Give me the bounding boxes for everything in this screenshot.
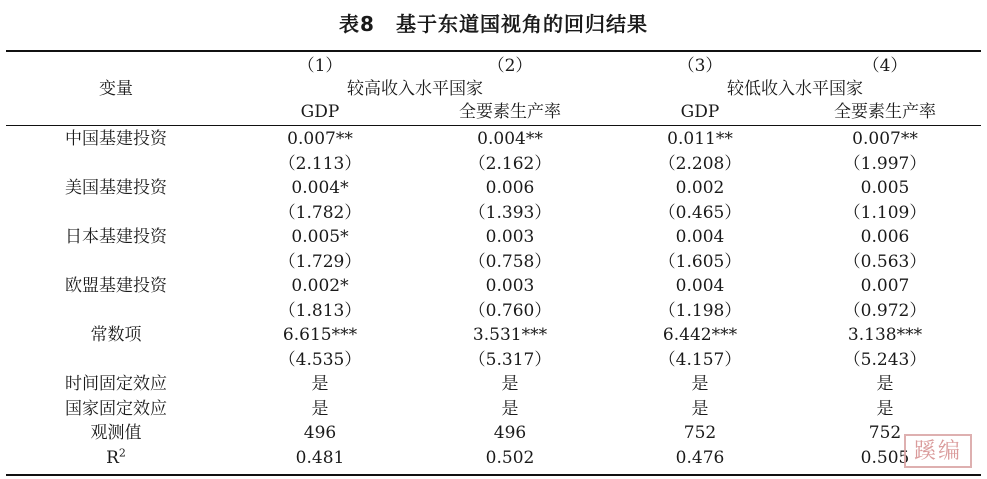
- tstat-cell: （1.782）: [278, 202, 362, 223]
- tstat-cell: （2.208）: [658, 153, 742, 174]
- coef-cell: 0.003: [485, 227, 535, 247]
- col-number-1: （1）: [297, 56, 343, 76]
- row-label: 国家固定效应: [65, 398, 167, 419]
- tstat-cell: （4.157）: [658, 349, 742, 370]
- value-cell: 是: [311, 398, 329, 419]
- header-col-numbers: [0, 54, 987, 78]
- coef-cell: 3.531***: [472, 325, 548, 345]
- footer-row: [0, 397, 987, 421]
- tstat-cell: （0.563）: [843, 251, 927, 272]
- table-row: [0, 323, 987, 347]
- r2-value-cell: 0.502: [485, 447, 535, 468]
- coef-cell: 0.007**: [287, 129, 353, 149]
- tstat-cell: （5.243）: [843, 349, 927, 370]
- header-groups: [0, 77, 987, 101]
- row-label: 时间固定效应: [65, 374, 167, 394]
- value-cell: 是: [501, 398, 519, 419]
- header-metrics: [0, 100, 987, 124]
- row-label: 欧盟基建投资: [65, 276, 167, 296]
- row-label: 美国基建投资: [65, 178, 167, 198]
- value-cell: 752: [683, 423, 717, 443]
- tstat-cell: （2.162）: [468, 153, 552, 174]
- row-label: 常数项: [90, 325, 142, 345]
- bottom-rule: [6, 474, 981, 476]
- table-row: [0, 176, 987, 200]
- coef-cell: 0.006: [485, 178, 535, 198]
- table-row: [0, 127, 987, 151]
- row-label: 中国基建投资: [65, 129, 167, 149]
- table-title: 表8 基于东道国视角的回归结果: [339, 12, 648, 36]
- top-rule: [6, 50, 981, 52]
- tstat-cell: （1.393）: [468, 202, 552, 223]
- value-cell: 是: [501, 374, 519, 394]
- tstat-cell: （0.465）: [658, 202, 742, 223]
- value-cell: 是: [691, 374, 709, 394]
- coef-cell: 0.004**: [477, 129, 543, 149]
- coef-cell: 0.004: [675, 227, 725, 247]
- metric-3: GDP: [680, 102, 720, 122]
- coef-cell: 3.138***: [847, 325, 923, 345]
- tstat-cell: （1.109）: [843, 202, 927, 223]
- coef-cell: 0.002: [675, 178, 725, 198]
- value-cell: 496: [493, 423, 527, 443]
- metric-4: 全要素生产率: [834, 102, 936, 122]
- header-rule: [6, 125, 981, 126]
- value-cell: 是: [876, 398, 894, 419]
- coef-cell: 0.005: [860, 178, 910, 198]
- tstat-cell: （1.605）: [658, 251, 742, 272]
- coef-cell: 0.004: [675, 276, 725, 296]
- r2-label: [6, 446, 226, 470]
- r2-label-base: R: [106, 447, 119, 468]
- coef-cell: 0.004*: [291, 178, 349, 198]
- r2-value-cell: 0.505: [860, 447, 910, 468]
- metric-1: GDP: [300, 102, 340, 122]
- tstat-cell: （1.813）: [278, 300, 362, 321]
- tstat-cell: （0.758）: [468, 251, 552, 272]
- col-number-2: （2）: [487, 56, 533, 76]
- coef-cell: 0.005*: [291, 227, 349, 247]
- coef-cell: 0.002*: [291, 276, 349, 296]
- table-row-tstat: [0, 152, 987, 176]
- r2-row: [0, 446, 987, 470]
- r2-value-cell: 0.476: [675, 447, 725, 468]
- value-cell: 752: [868, 423, 902, 443]
- value-cell: 是: [876, 374, 894, 394]
- table-row-tstat: [0, 348, 987, 372]
- value-cell: 是: [691, 398, 709, 419]
- col-number-3: （3）: [677, 56, 723, 76]
- footer-row: [0, 421, 987, 445]
- value-cell: 496: [303, 423, 337, 443]
- coef-cell: 0.006: [860, 227, 910, 247]
- coef-cell: 0.007**: [852, 129, 918, 149]
- variable-header: 变量: [99, 79, 133, 99]
- group-high-income: 较高收入水平国家: [347, 79, 483, 99]
- table-row-tstat: [0, 201, 987, 225]
- tstat-cell: （1.729）: [278, 251, 362, 272]
- table-row: [0, 225, 987, 249]
- r2-value-cell: 0.481: [295, 447, 345, 468]
- footer-row: [0, 372, 987, 396]
- tstat-cell: （4.535）: [278, 349, 362, 370]
- tstat-cell: （2.113）: [278, 153, 362, 174]
- tstat-cell: （5.317）: [468, 349, 552, 370]
- row-label: 观测值: [90, 423, 142, 443]
- table-row: [0, 274, 987, 298]
- r2-label-superscript: 2: [118, 445, 126, 459]
- group-low-income: 较低收入水平国家: [727, 79, 863, 99]
- coef-cell: 0.011**: [667, 129, 733, 149]
- metric-2: 全要素生产率: [459, 102, 561, 122]
- tstat-cell: （1.997）: [843, 153, 927, 174]
- coef-cell: 6.442***: [662, 325, 738, 345]
- table-row-tstat: [0, 299, 987, 323]
- col-number-4: （4）: [862, 56, 908, 76]
- tstat-cell: （0.972）: [843, 300, 927, 321]
- watermark-seal: 蹊编: [904, 434, 972, 468]
- tstat-cell: （1.198）: [658, 300, 742, 321]
- value-cell: 是: [311, 374, 329, 394]
- row-label: 日本基建投资: [65, 227, 167, 247]
- table-row-tstat: [0, 250, 987, 274]
- coef-cell: 6.615***: [282, 325, 358, 345]
- tstat-cell: （0.760）: [468, 300, 552, 321]
- coef-cell: 0.007: [860, 276, 910, 296]
- coef-cell: 0.003: [485, 276, 535, 296]
